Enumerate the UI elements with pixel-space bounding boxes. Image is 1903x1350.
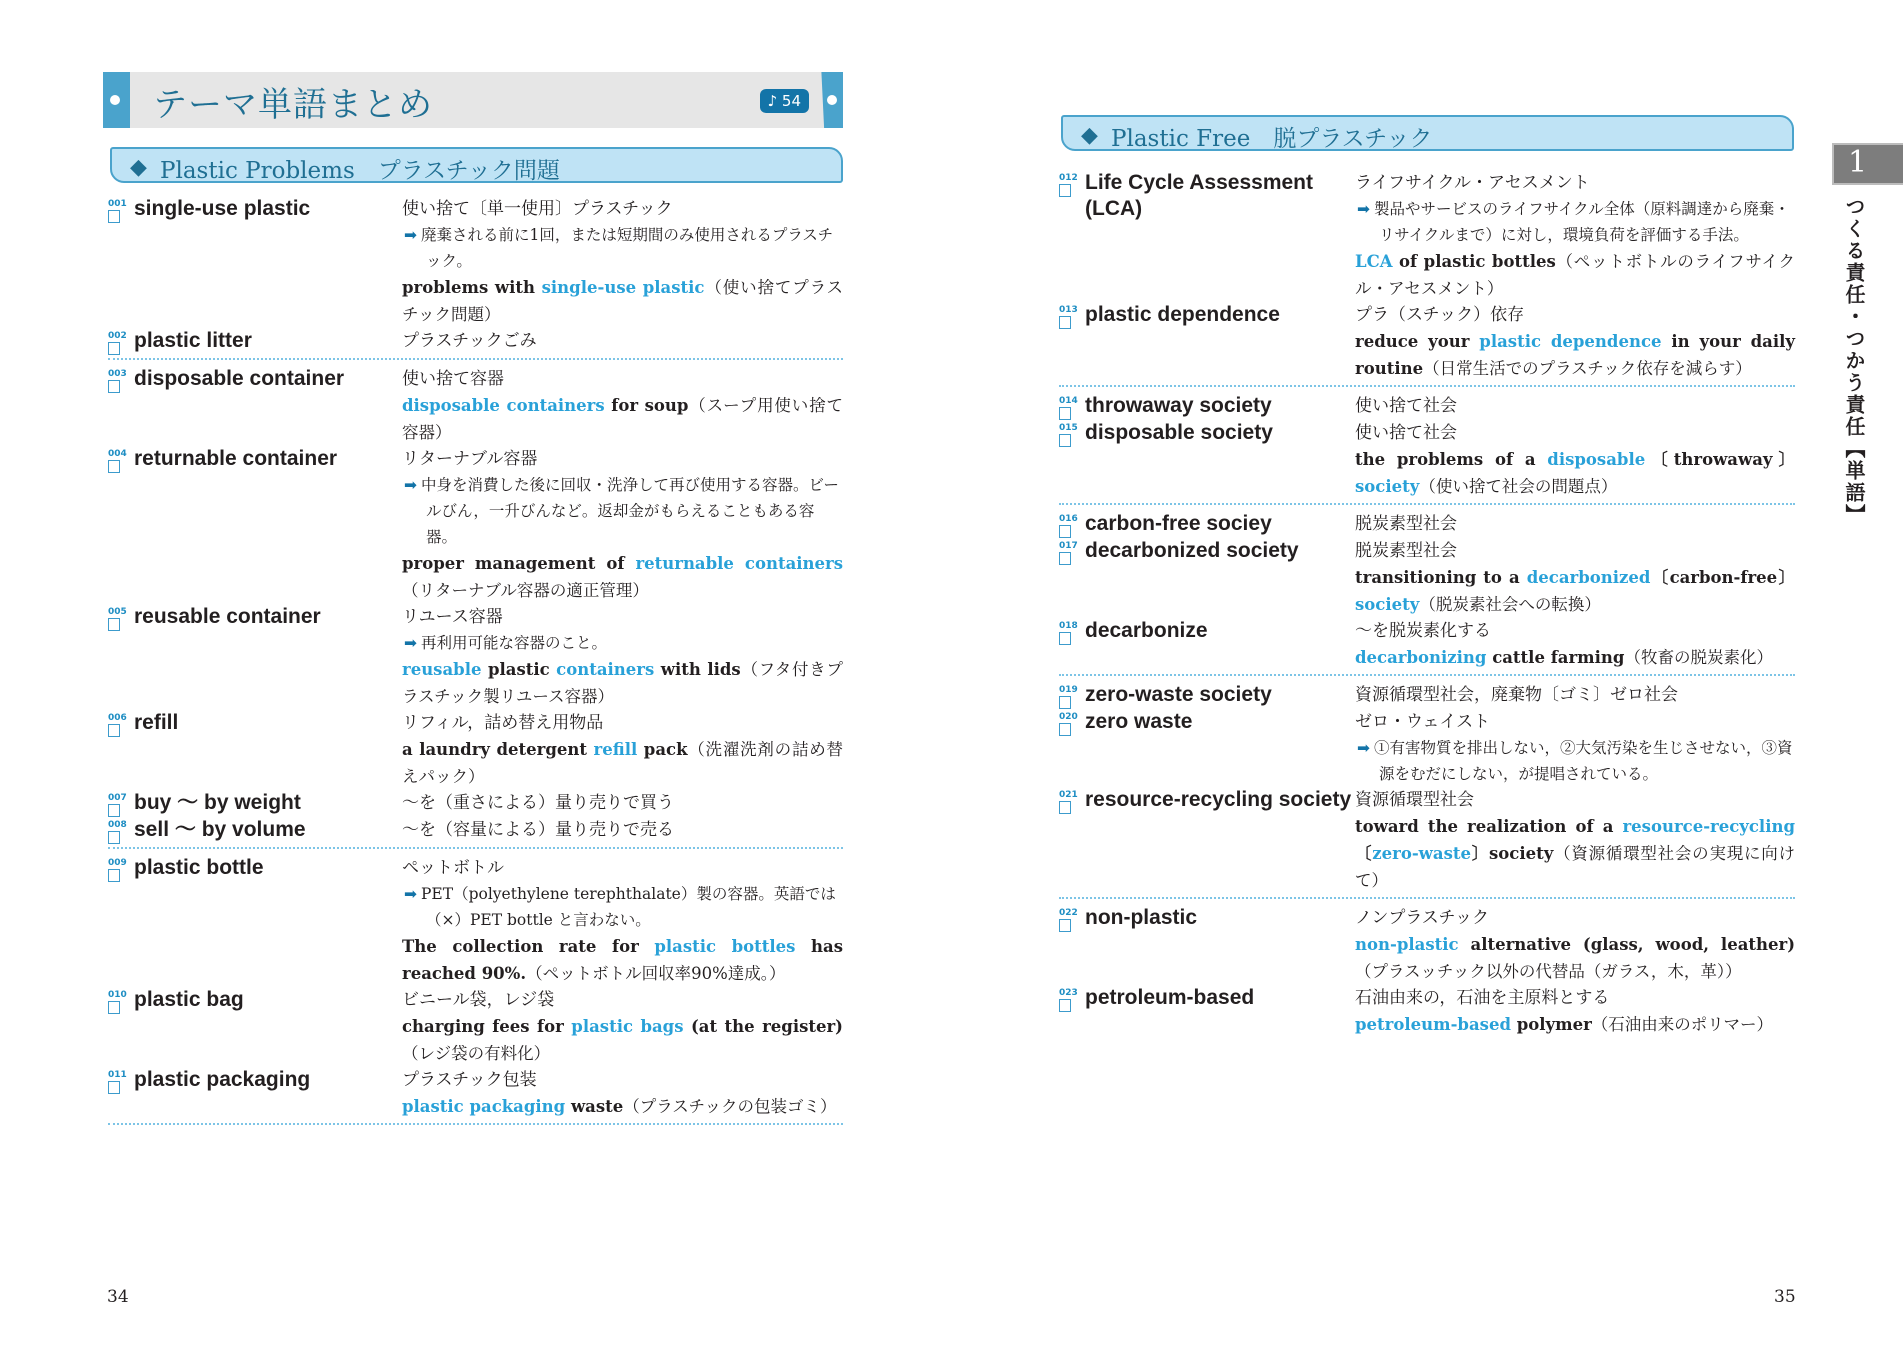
entry-number: [1059, 709, 1085, 787]
highlight-term: disposable containers: [402, 396, 605, 415]
entry-id: 001: [108, 199, 127, 209]
example-text: （石油由来のポリマー）: [1591, 1015, 1773, 1034]
vocab-entry: [1059, 420, 1795, 500]
meaning: リフィル，詰め替え用物品: [402, 713, 604, 733]
vocab-entry: [108, 987, 843, 1067]
highlight-term: reusable: [402, 660, 482, 679]
highlight-term: plastic packaging: [402, 1097, 566, 1116]
highlight-term: resource-recycling: [1622, 817, 1795, 836]
example-text: the problems of a: [1355, 450, 1548, 469]
entry-number: [108, 790, 134, 817]
headword: refill: [134, 711, 179, 734]
example-text: has reached 90%.: [402, 937, 843, 983]
example-text: （ペットボトル回収率90%達成。）: [526, 964, 786, 983]
highlight-term: refill: [593, 740, 638, 759]
example-text: （使い捨て社会の問題点）: [1419, 477, 1618, 496]
headword: sell ～ by volume: [134, 818, 306, 841]
highlight-term: single-use plastic: [541, 278, 705, 297]
entry-body: [402, 790, 843, 817]
checkbox-icon[interactable]: [1059, 801, 1071, 814]
headword: decarbonized society: [1085, 539, 1299, 562]
example-text: pack: [637, 740, 688, 759]
entry-body: [402, 1067, 843, 1120]
checkbox-icon[interactable]: [108, 1081, 120, 1094]
example-sentence: [1355, 446, 1795, 500]
meaning: ライフサイクル・アセスメント: [1355, 173, 1590, 193]
entry-number: [108, 446, 134, 604]
entry-number: [108, 366, 134, 446]
example-text: （牧畜の脱炭素化）: [1624, 648, 1773, 667]
arrow-right-icon: ➡: [404, 885, 417, 903]
arrow-right-icon: ➡: [404, 476, 417, 494]
vocab-entry: [1059, 511, 1795, 538]
diamond-icon: ◆: [1081, 123, 1098, 148]
headword: reusable container: [134, 605, 321, 628]
headword: plastic litter: [134, 329, 252, 352]
vocab-entry: [1059, 905, 1795, 985]
vocab-entry: [108, 196, 843, 328]
example-text: （ペットボトルのライフサイクル・アセスメント）: [1355, 252, 1795, 298]
vocab-entry: [108, 446, 843, 604]
checkbox-icon[interactable]: [1059, 407, 1071, 420]
example-sentence: [1355, 931, 1795, 985]
example-sentence: [1355, 813, 1795, 894]
example-sentence: [402, 274, 843, 328]
meaning: 脱炭素型社会: [1355, 541, 1457, 561]
chapter-label: つくる責任・つかう責任【単語】: [1842, 196, 1866, 526]
entry-number: [108, 196, 134, 328]
example-text: （資源循環型社会の実現に向けて）: [1355, 844, 1795, 890]
highlight-term: LCA: [1355, 252, 1393, 271]
example-sentence: [1355, 1011, 1795, 1038]
entry-number: [108, 604, 134, 710]
meaning: プラスチックごみ: [402, 331, 537, 351]
dotted-divider: [1059, 897, 1795, 899]
meaning: 使い捨て社会: [1355, 423, 1457, 443]
checkbox-icon[interactable]: [1059, 184, 1071, 197]
example-text: （プラスチックの包装ゴミ）: [623, 1097, 837, 1116]
headword: petroleum-based: [1085, 986, 1255, 1009]
entry-id: 004: [108, 449, 127, 459]
entry-number: [1059, 682, 1085, 709]
chapter-number: 1: [1848, 145, 1868, 180]
entry-number: [108, 710, 134, 790]
example-sentence: [402, 1093, 843, 1120]
example-sentence: [1355, 644, 1795, 671]
example-text: a laundry detergent: [402, 740, 594, 759]
meaning: 石油由来の，石油を主原料とする: [1355, 988, 1610, 1008]
headword: plastic bottle: [134, 856, 264, 879]
entry-number: [1059, 302, 1085, 382]
checkbox-icon[interactable]: [108, 831, 120, 844]
checkbox-icon[interactable]: [1059, 525, 1071, 538]
meaning: リターナブル容器: [402, 449, 538, 469]
example-sentence: [402, 550, 843, 604]
headword: Life Cycle Assessment (LCA): [1085, 171, 1313, 220]
headword: carbon-free sociey: [1085, 512, 1272, 535]
example-text: for soup: [604, 396, 689, 415]
entry-number: [108, 855, 134, 987]
entry-body: [1355, 170, 1795, 302]
checkbox-icon[interactable]: [1059, 723, 1071, 736]
entry-body: [1355, 302, 1795, 382]
dotted-divider: [1059, 503, 1795, 505]
entry-id: 013: [1059, 305, 1078, 315]
entry-body: [1355, 787, 1795, 894]
headword: plastic dependence: [1085, 303, 1280, 326]
highlight-term: zero-waste: [1372, 844, 1471, 863]
example-text: waste: [565, 1097, 624, 1116]
entry-body: [1355, 682, 1795, 709]
chapter-tab[interactable]: [1832, 143, 1903, 185]
highlight-term: society: [1355, 477, 1420, 496]
meaning: リユース容器: [402, 607, 503, 627]
meaning: 資源循環型社会，廃棄物〔ゴミ〕ゼロ社会: [1355, 685, 1678, 705]
meaning: 資源循環型社会: [1355, 790, 1474, 810]
example-text: The collection rate for: [402, 937, 655, 956]
example-sentence: [1355, 328, 1795, 382]
meaning: プラスチック包装: [402, 1070, 537, 1090]
headword: buy ～ by weight: [134, 791, 301, 814]
note: ➡ ①有害物質を排出しない，②大気汚染を生じさせない，③資源をむだにしない，が提唱されている。: [1357, 739, 1793, 783]
entry-id: 009: [108, 858, 127, 868]
entry-body: [402, 855, 843, 987]
entry-body: [402, 328, 843, 355]
vocab-entry: [1059, 709, 1795, 787]
headword: throwaway society: [1085, 394, 1272, 417]
entry-body: [402, 196, 843, 328]
headword: zero waste: [1085, 710, 1193, 733]
highlight-term: disposable: [1547, 450, 1646, 469]
entry-number: [1059, 618, 1085, 671]
headword: returnable container: [134, 447, 338, 470]
entry-id: 005: [108, 607, 127, 617]
example-text: （洗濯洗剤の詰め替えパック）: [402, 740, 843, 786]
example-text: with lids: [654, 660, 741, 679]
highlight-term: society: [1355, 595, 1420, 614]
entry-body: [402, 710, 843, 790]
section-header-plastic-free: [1061, 115, 1794, 151]
example-text: toward the realization of a: [1355, 817, 1623, 836]
example-text: （日常生活でのプラスチック依存を減らす）: [1423, 359, 1752, 378]
headword: disposable society: [1085, 421, 1273, 444]
meaning: 脱炭素型社会: [1355, 514, 1457, 534]
meaning: ～を（容量による）量り売りで売る: [402, 820, 674, 840]
example-sentence: [402, 1013, 843, 1067]
entry-number: [1059, 170, 1085, 302]
example-text: 〕society: [1470, 844, 1554, 863]
example-text: （フタ付きプラスチック製リユース容器）: [402, 660, 843, 706]
example-text: （スープ用使い捨て容器）: [402, 396, 843, 442]
arrow-right-icon: ➡: [404, 226, 417, 244]
arrow-right-icon: ➡: [404, 634, 417, 652]
headword: single-use plastic: [134, 197, 311, 220]
checkbox-icon[interactable]: [108, 1001, 120, 1014]
headword: resource-recycling society: [1085, 788, 1352, 811]
entry-body: [1355, 511, 1795, 538]
entry-id: 022: [1059, 908, 1078, 918]
example-text: （プラスッチック以外の代替品（ガラス，木，革））: [1355, 962, 1742, 981]
entry-id: 020: [1059, 712, 1078, 722]
highlight-term: plastic bags: [571, 1017, 684, 1036]
checkbox-icon[interactable]: [108, 380, 120, 393]
note: ➡ 再利用可能な容器のこと。: [404, 634, 608, 652]
vocab-entry: [1059, 985, 1795, 1038]
entry-id: 018: [1059, 621, 1078, 631]
example-sentence: [1355, 248, 1795, 302]
entry-id: 015: [1059, 423, 1078, 433]
entry-id: 008: [108, 820, 127, 830]
entry-id: 010: [108, 990, 127, 1000]
example-text: polymer: [1510, 1015, 1592, 1034]
headword: decarbonize: [1085, 619, 1208, 642]
entry-list: [1059, 170, 1795, 1038]
vocab-entry: [1059, 393, 1795, 420]
dotted-divider: [108, 847, 843, 849]
example-text: proper management of: [402, 554, 636, 573]
meaning: 使い捨て社会: [1355, 396, 1457, 416]
note: ➡ 製品やサービスのライフサイクル全体（原料調達から廃棄・リサイクルまで）に対し，環境負荷を評価する手法。: [1357, 200, 1790, 244]
example-text: 〔: [1355, 844, 1373, 863]
vocab-entry: [108, 817, 843, 844]
highlight-term: decarbonizing: [1355, 648, 1487, 667]
highlight-term: containers: [556, 660, 655, 679]
page-number: 34: [107, 1287, 129, 1307]
entry-number: [108, 1067, 134, 1120]
entry-number: [108, 328, 134, 355]
meaning: ゼロ・ウェイスト: [1355, 712, 1491, 732]
example-text: in your daily routine: [1355, 332, 1795, 378]
dotted-divider: [108, 1123, 843, 1125]
theme-header: [103, 72, 843, 128]
vocab-entry: [1059, 618, 1795, 671]
audio-track-badge[interactable]: ♪ 54: [760, 89, 809, 113]
dotted-divider: [1059, 385, 1795, 387]
theme-title: テーマ単語まとめ: [153, 85, 433, 125]
checkbox-icon[interactable]: [1059, 696, 1071, 709]
headword: plastic bag: [134, 988, 244, 1011]
highlight-term: returnable containers: [635, 554, 844, 573]
entry-number: [108, 817, 134, 844]
section-title: Plastic Free 脱プラスチック: [1111, 126, 1433, 152]
vocab-entry: [1059, 682, 1795, 709]
header-right-cap: [816, 72, 843, 128]
vocab-entry: [108, 366, 843, 446]
diamond-icon: ◆: [130, 155, 147, 180]
meaning: ～を脱炭素化する: [1355, 621, 1491, 641]
headword: plastic packaging: [134, 1068, 311, 1091]
page-number: 35: [1774, 1287, 1796, 1307]
entry-number: [1059, 787, 1085, 894]
example-text: of plastic bottles: [1392, 252, 1556, 271]
entry-number: [1059, 985, 1085, 1038]
vocab-entry: [1059, 302, 1795, 382]
entry-number: [1059, 511, 1085, 538]
checkbox-icon[interactable]: [108, 618, 120, 631]
vocab-entry: [1059, 170, 1795, 302]
example-text: cattle farming: [1486, 648, 1625, 667]
vocab-entry: [1059, 538, 1795, 618]
example-sentence: [402, 656, 843, 710]
highlight-term: decarbonized: [1526, 568, 1651, 587]
header-left-cap: [103, 72, 130, 128]
checkbox-icon[interactable]: [108, 342, 120, 355]
checkbox-icon[interactable]: [1059, 552, 1071, 565]
meaning: ～を（重さによる）量り売りで買う: [402, 793, 674, 813]
entry-id: 021: [1059, 790, 1078, 800]
section-header-plastic-problems: [110, 147, 843, 183]
example-text: （脱炭素社会への転換）: [1419, 595, 1601, 614]
example-sentence: [402, 736, 843, 790]
headword: non-plastic: [1085, 906, 1198, 929]
vocab-entry: [1059, 787, 1795, 894]
note: ➡ 中身を消費した後に回収・洗浄して再び使用する容器。ビールびん，一升びんなど。返却金がもらえることもある容器。: [404, 476, 839, 546]
entry-id: 006: [108, 713, 127, 723]
entry-number: [108, 987, 134, 1067]
vocab-entry: [108, 710, 843, 790]
example-text: charging fees for: [402, 1017, 572, 1036]
meaning: プラ（スチック）依存: [1355, 305, 1525, 325]
example-text: problems with: [402, 278, 542, 297]
example-text: 〔throwaway〕: [1645, 450, 1795, 469]
example-text: reduce your: [1355, 332, 1480, 351]
entry-body: [402, 366, 843, 446]
entry-id: 017: [1059, 541, 1078, 551]
entry-id: 002: [108, 331, 127, 341]
example-sentence: [402, 392, 843, 446]
example-sentence: [1355, 564, 1795, 618]
entry-number: [1059, 420, 1085, 500]
entry-body: [402, 446, 843, 604]
highlight-term: petroleum-based: [1355, 1015, 1511, 1034]
entry-body: [402, 817, 843, 844]
entry-id: 019: [1059, 685, 1078, 695]
entry-id: 016: [1059, 514, 1078, 524]
example-text: 〔carbon-free〕: [1650, 568, 1795, 587]
dotted-divider: [108, 358, 843, 360]
highlight-term: non-plastic: [1355, 935, 1459, 954]
meaning: ノンプラスチック: [1355, 908, 1489, 928]
headword: zero-waste society: [1085, 683, 1272, 706]
entry-body: [402, 987, 843, 1067]
entry-id: 023: [1059, 988, 1078, 998]
vocab-entry: [108, 855, 843, 987]
entry-id: 011: [108, 1070, 127, 1080]
left-page: [0, 0, 950, 1350]
vocab-entry: [108, 328, 843, 355]
entry-id: 014: [1059, 396, 1078, 406]
arrow-right-icon: ➡: [1357, 200, 1370, 218]
dotted-divider: [1059, 674, 1795, 676]
meaning: 使い捨て〔単一使用〕プラスチック: [402, 199, 673, 219]
entry-body: [1355, 420, 1795, 500]
note: ➡ 廃棄される前に1回，または短期間のみ使用されるプラスチック。: [404, 226, 834, 270]
headword: disposable container: [134, 367, 345, 390]
meaning: ビニール袋，レジ袋: [402, 990, 555, 1010]
example-text: （レジ袋の有料化）: [402, 1044, 551, 1063]
checkbox-icon[interactable]: [108, 210, 120, 223]
example-text: plastic: [481, 660, 557, 679]
entry-body: [1355, 538, 1795, 618]
entry-id: 003: [108, 369, 127, 379]
entry-number: [1059, 538, 1085, 618]
entry-body: [1355, 618, 1795, 671]
vocab-entry: [108, 790, 843, 817]
section-title: Plastic Problems プラスチック問題: [160, 158, 560, 184]
entry-body: [402, 604, 843, 710]
entry-id: 007: [108, 793, 127, 803]
example-text: transitioning to a: [1355, 568, 1527, 587]
checkbox-icon[interactable]: [108, 804, 120, 817]
checkbox-icon[interactable]: [1059, 632, 1071, 645]
checkbox-icon[interactable]: [1059, 434, 1071, 447]
arrow-right-icon: ➡: [1357, 739, 1370, 757]
example-text: alternative (glass, wood, leather): [1458, 935, 1795, 954]
example-text: (at the register): [683, 1017, 843, 1036]
example-text: （リターナブル容器の適正管理）: [402, 581, 649, 600]
meaning: ペットボトル: [402, 858, 504, 878]
checkbox-icon[interactable]: [1059, 316, 1071, 329]
meaning: 使い捨て容器: [402, 369, 504, 389]
checkbox-icon[interactable]: [108, 460, 120, 473]
entry-body: [1355, 393, 1795, 420]
checkbox-icon[interactable]: [1059, 999, 1071, 1012]
vocab-entry: [108, 604, 843, 710]
highlight-term: plastic bottles: [654, 937, 796, 956]
example-sentence: [402, 933, 843, 987]
checkbox-icon[interactable]: [108, 869, 120, 882]
entry-id: 012: [1059, 173, 1078, 183]
vocab-entry: [108, 1067, 843, 1120]
entry-number: [1059, 393, 1085, 420]
note: ➡ PET（polyethylene terephthalate）製の容器。英語では（×）PET bottle と言わない。: [404, 885, 836, 929]
checkbox-icon[interactable]: [1059, 919, 1071, 932]
entry-body: [1355, 905, 1795, 985]
entry-number: [1059, 905, 1085, 985]
highlight-term: plastic dependence: [1479, 332, 1662, 351]
entry-body: [1355, 985, 1795, 1038]
checkbox-icon[interactable]: [108, 724, 120, 737]
entry-body: [1355, 709, 1795, 787]
entry-list: [108, 196, 843, 1131]
example-text: （使い捨てプラスチック問題）: [402, 278, 843, 324]
